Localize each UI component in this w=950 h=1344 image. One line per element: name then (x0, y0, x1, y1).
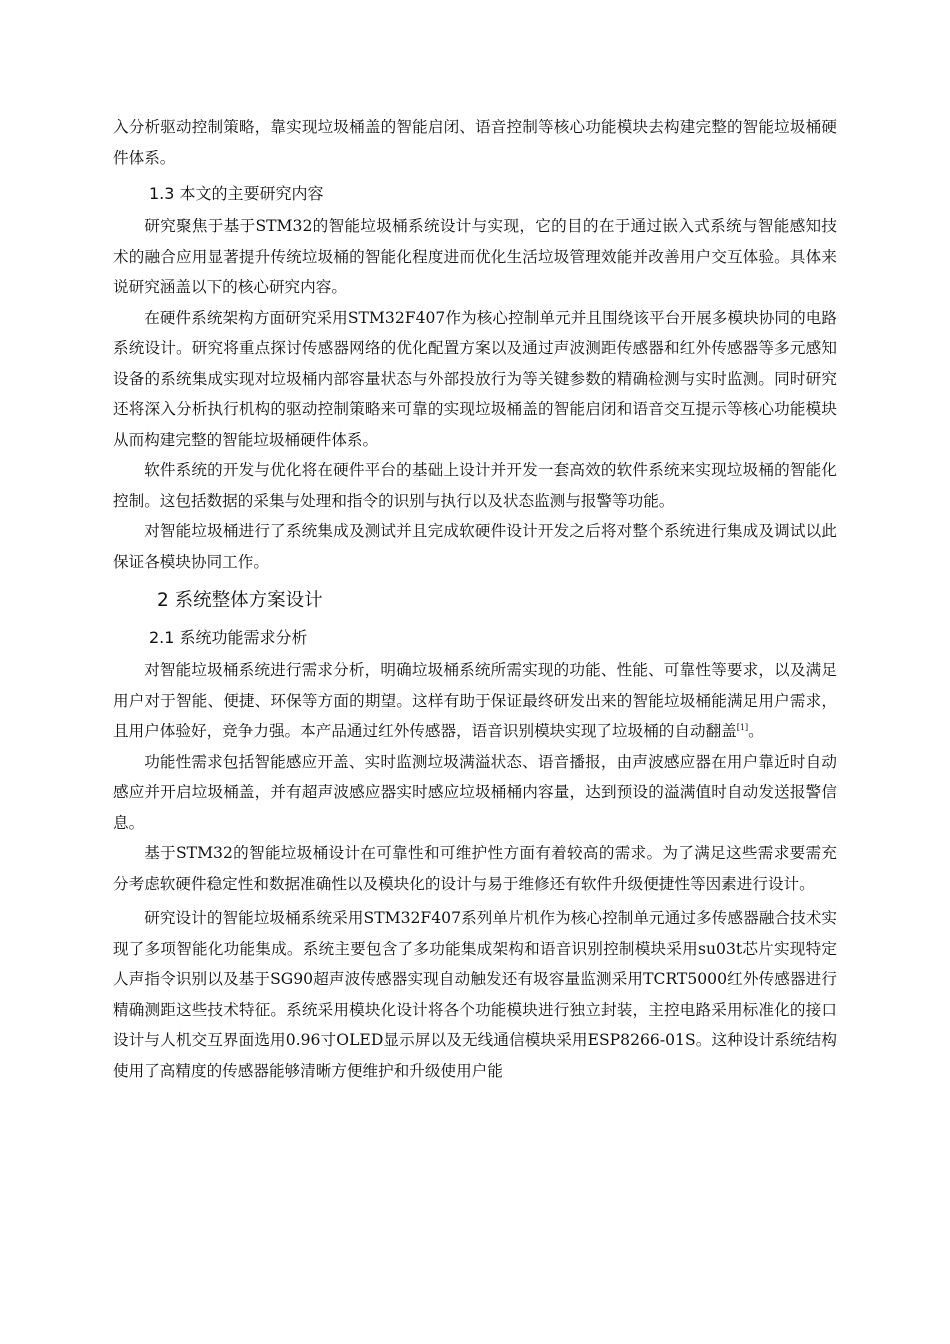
heading-2-1: 2.1 系统功能需求分析 (149, 628, 308, 647)
paragraph-continued: 入分析驱动控制策略，靠实现垃圾桶盖的智能启闭、语音控制等核心功能模块去构建完整的智能垃圾桶硬件体系。 (113, 118, 837, 167)
heading-2: 2 系统整体方案设计 (157, 590, 323, 611)
paragraph-hardware: 在硬件系统架构方面研究采用STM32F407作为核心控制单元并且围绕该平台开展多模块协同的电路系统设计。研究将重点探讨传感器网络的优化配置方案以及通过声波测距传感器和红外传感器等多元感知设备的系统集成实现对垃圾桶内部容量状态与外部投放行为等关键参数的精确检测与实时监测。同时研究还将深入分析执行机构的驱动控制策略来可靠的实现垃圾桶盖的智能启闭和语音交互提示等核心功能模块从而构建完整的智能垃圾桶硬件体系。 (113, 308, 837, 449)
paragraph-requirements (113, 655, 837, 747)
paragraph-requirements-end: 。 (748, 722, 764, 740)
citation-marker: [1] (736, 722, 749, 732)
paragraph-research-focus: 研究聚焦于基于STM32的智能垃圾桶系统设计与实现，它的目的在于通过嵌入式系统与智能感知技术的融合应用显著提升传统垃圾桶的智能化程度进而优化生活垃圾管理效能并改善用户交互体验。具体来说研究涵盖以下的核心研究内容。 (113, 217, 837, 296)
paragraph-software: 软件系统的开发与优化将在硬件平台的基础上设计并开发一套高效的软件系统来实现垃圾桶的智能化控制。这包括数据的采集与处理和指令的识别与执行以及状态监测与报警等功能。 (113, 461, 837, 510)
paragraph-integration: 对智能垃圾桶进行了系统集成及测试并且完成软硬件设计开发之后将对整个系统进行集成及调试以此保证各模块协同工作。 (113, 522, 837, 571)
paragraph-requirements-text: 对智能垃圾桶系统进行需求分析，明确垃圾桶系统所需实现的功能、性能、可靠性等要求，以及满足用户对于智能、便捷、环保等方面的期望。这样有助于保证最终研发出来的智能垃圾桶能满足用户需求，且用户体验好，竞争力强。本产品通过红外传感器，语音识别模块实现了垃圾桶的自动翻盖 (113, 661, 837, 740)
paragraph-functional: 功能性需求包括智能感应开盖、实时监测垃圾满溢状态、语音播报，由声波感应器在用户靠近时自动感应并开启垃圾桶盖，并有超声波感应器实时感应垃圾桶桶内容量，达到预设的溢满值时自动发送报警信息。 (113, 752, 837, 832)
paragraph-system-design: 研究设计的智能垃圾桶系统采用STM32F407系列单片机作为核心控制单元通过多传感器融合技术实现了多项智能化功能集成。系统主要包含了多功能集成架构和语音识别控制模块采用su03t芯片实现特定人声指令识别以及基于SG90超声波传感器实现自动触发还有圾容量监测采用TCRT5000红外传感器进行精确测距这些技术特征。系统采用模块化设计将各个功能模块进行独立封装，主控电路采用标准化的接口设计与人机交互界面选用0.96寸OLED显示屏以及无线通信模块采用ESP8266-01S。这种设计系统结构使用了高精度的传感器能够清晰方便维护和升级使用户能 (113, 909, 837, 1080)
paragraph-reliability: 基于STM32的智能垃圾桶设计在可靠性和可维护性方面有着较高的需求。为了满足这些需求要需充分考虑软硬件稳定性和数据准确性以及模块化的设计与易于维修还有软件升级便捷性等因素进行设计。 (113, 844, 837, 893)
document-page (113, 112, 837, 1086)
heading-1-3: 1.3 本文的主要研究内容 (149, 184, 324, 203)
